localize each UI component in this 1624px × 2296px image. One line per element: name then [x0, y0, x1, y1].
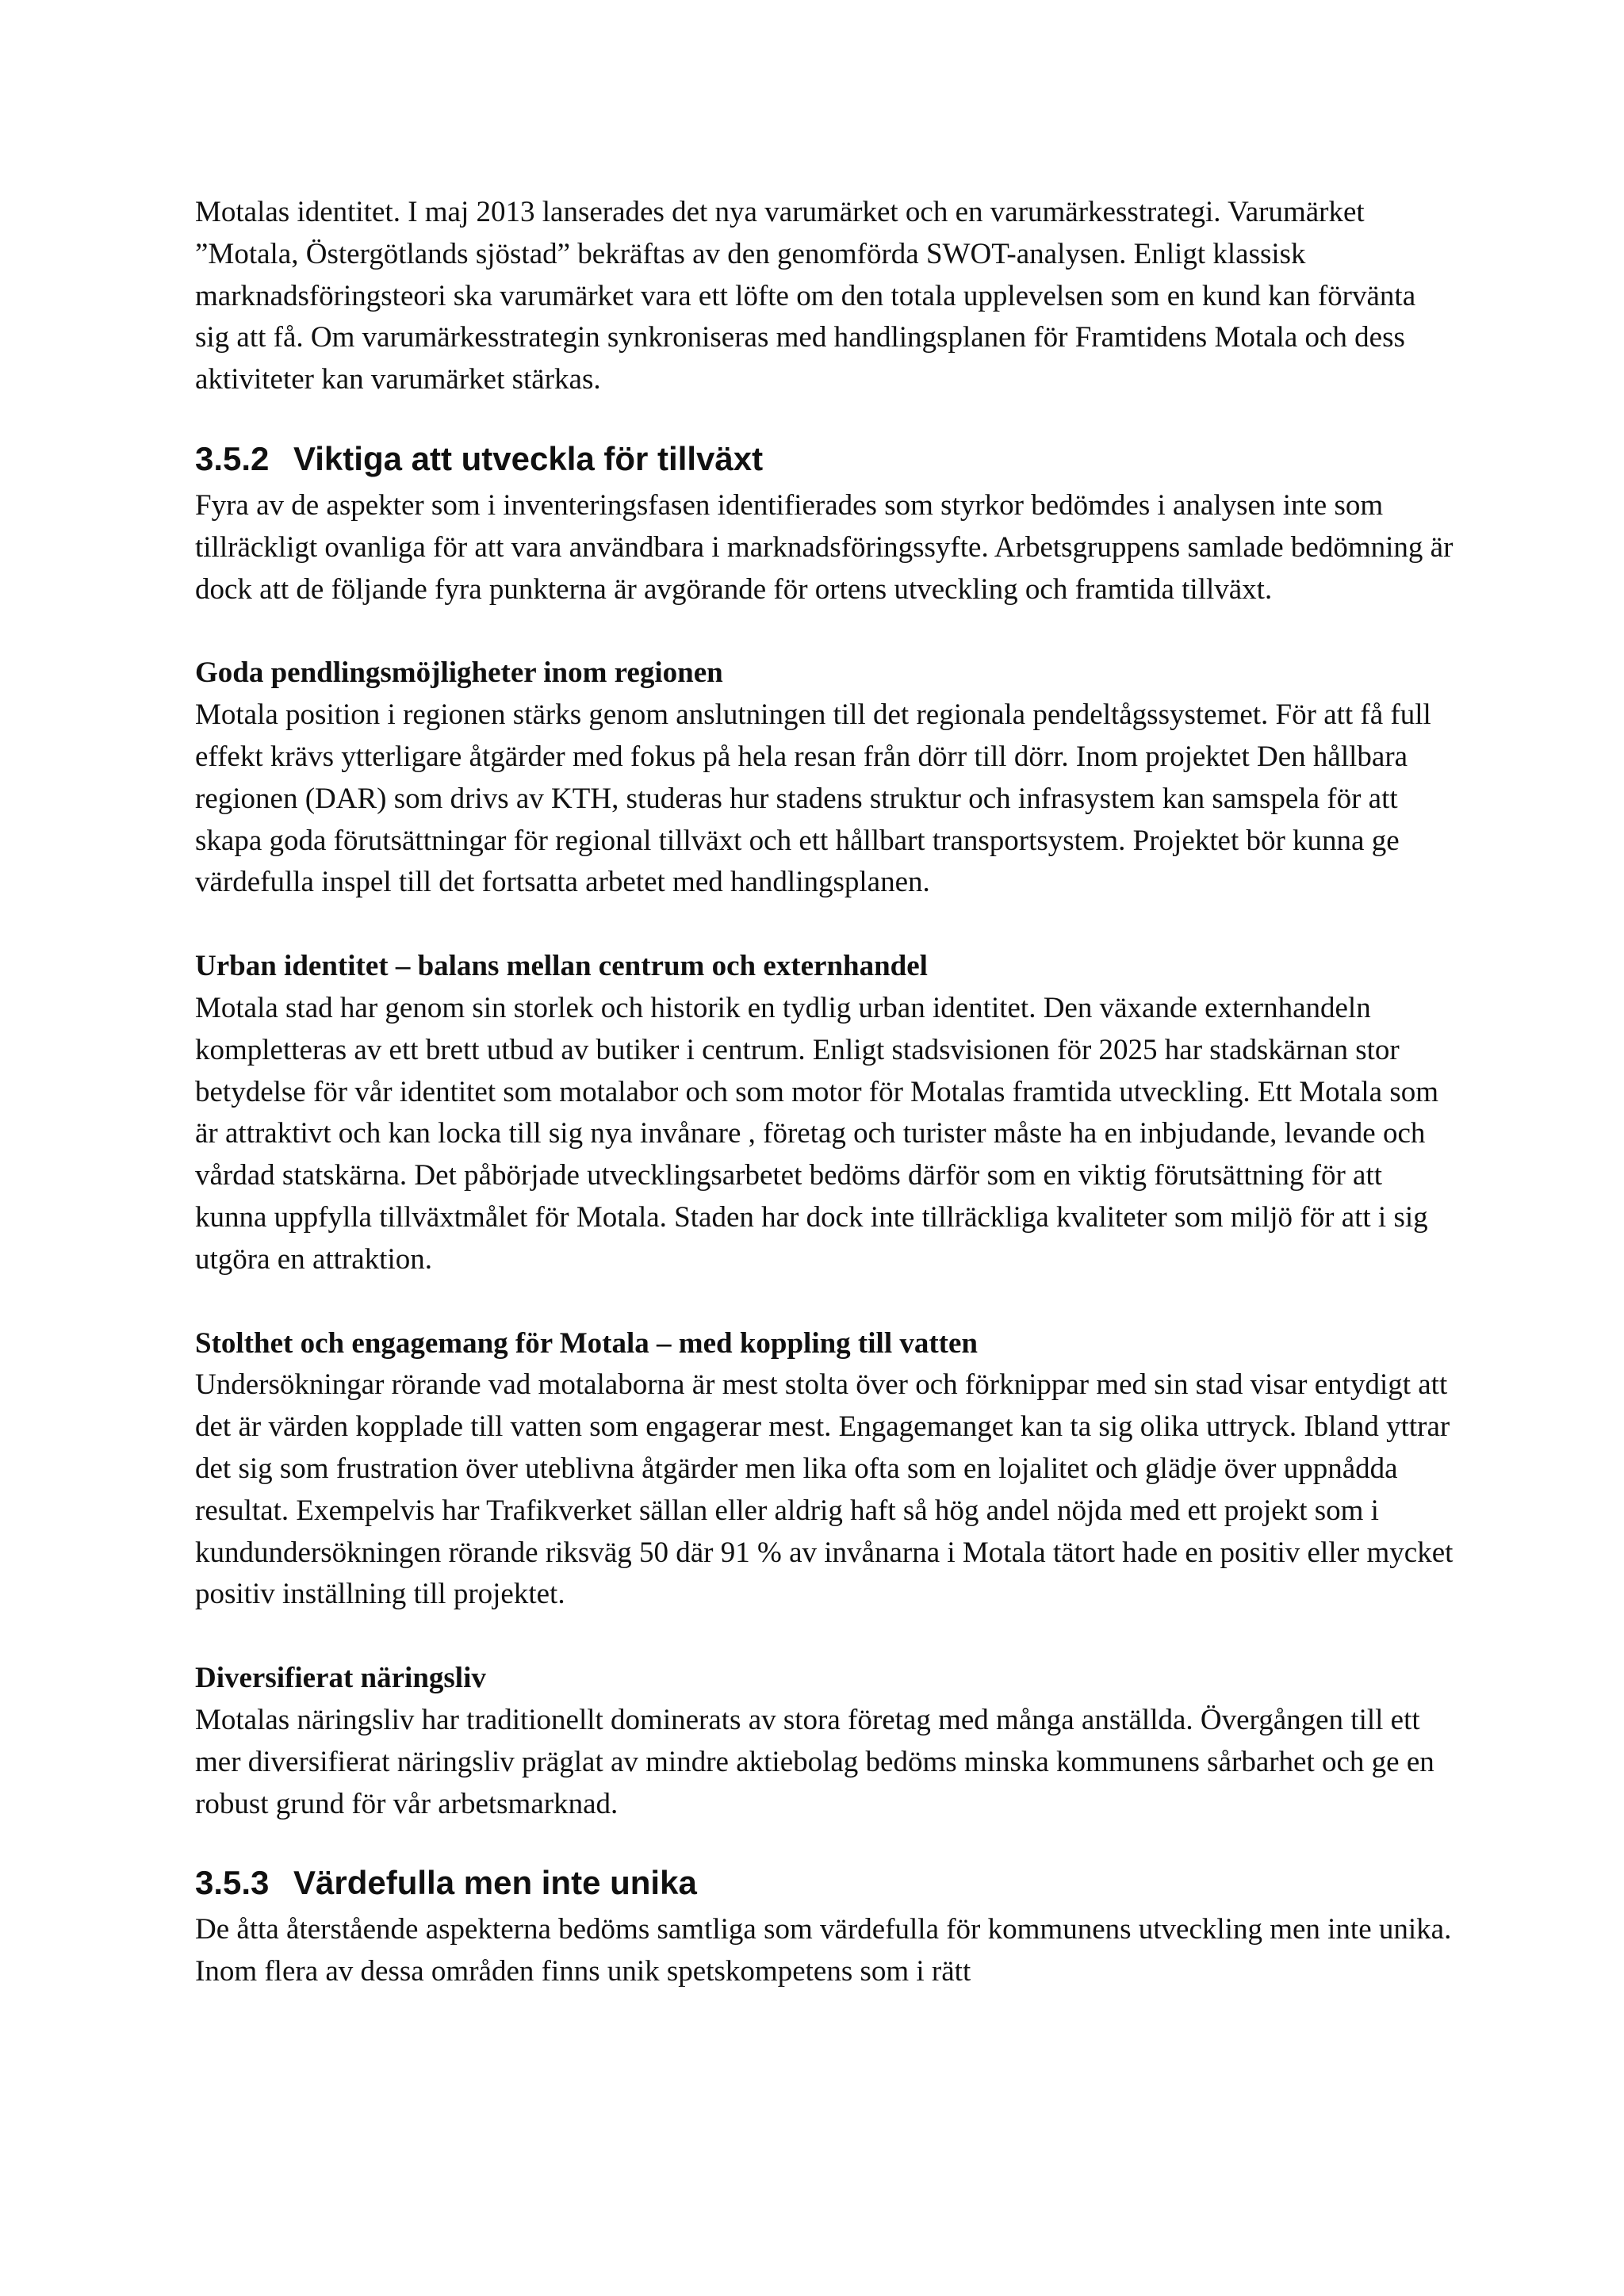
subsection-heading: Urban identitet – balans mellan centrum och externhandel — [195, 950, 928, 983]
section-heading-3-5-3 — [195, 1859, 1454, 1907]
section-intro-paragraph: Fyra av de aspekter som i inventeringsfasen identifierades som styrkor bedömdes i analysen inte som tillräckligt ovanliga för att vara användbara i marknadsföringssyfte. Arbetsgruppens samlade bedömning är dock att de följande fyra punkterna är avgörande för ortens utveckling och framtida tillväxt. — [195, 488, 1454, 606]
subsection-pride-water — [195, 1323, 1454, 1617]
subsection-urban-identity — [195, 946, 1454, 1280]
section-number: 3.5.3 — [195, 1864, 270, 1902]
subsection-heading: Diversifierat näringsliv — [195, 1662, 486, 1695]
subsection-diversified-business — [195, 1658, 1454, 1825]
section-paragraph: De åtta återstående aspekterna bedöms samtliga som värdefulla för kommunens utveckling men inte unika. Inom flera av dessa områden finns unik spetskompetens som i rätt — [195, 1913, 1452, 1988]
subsection-paragraph: Motala stad har genom sin storlek och historik en tydlig urban identitet. Den växande externhandeln kompletteras av ett brett utbud av butiker i centrum. Enligt stadsvisionen för 2025 har stadskärnan stor betydelse för vår identitet som motalabor och som motor för Motalas framtida utveckling. Ett Motala som är attraktivt och kan locka till sig nya invånare , företag och turister måste ha en inbjudande, levande och vårdad statskärna. Det påbörjade utvecklingsarbetet bedöms därför som en viktig förutsättning för att kunna uppfylla tillväxtmålet för Motala. Staden har dock inte tillräckliga kvaliteter som miljö för att i sig utgöra en attraktion. — [195, 991, 1439, 1276]
subsection-paragraph: Motalas näringsliv har traditionellt dominerats av stora företag med många anställda. Övergången till ett mer diversifierat näringsliv präglat av mindre aktiebolag bedöms minska kommunens sårbarhet och ge en robust grund för vår arbetsmarknad. — [195, 1703, 1434, 1820]
subsection-heading: Goda pendlingsmöjligheter inom regionen — [195, 656, 723, 690]
section-heading-3-5-2 — [195, 435, 1454, 483]
section-title: Viktiga att utveckla för tillväxt — [293, 439, 764, 477]
subsection-paragraph: Undersökningar rörande vad motalaborna är mest stolta över och förknippar med sin stad visar entydigt att det är värden kopplade till vatten som engagerar mest. Engagemanget kan ta sig olika uttryck. Ibland yttrar det sig som frustration över uteblivna åtgärder men lika ofta som en lojalitet och glädje över uppnådda resultat. Exempelvis har Trafikverket sällan eller aldrig haft så hög andel nöjda med ett projekt som i kundundersökningen rörande riksväg 50 där 91 % av invånarna i Motala tätort hade en positiv eller mycket positiv inställning till projektet. — [195, 1368, 1454, 1611]
subsection-commuting — [195, 652, 1454, 904]
section-title: Värdefulla men inte unika — [293, 1864, 697, 1902]
section-number: 3.5.2 — [195, 439, 270, 477]
subsection-paragraph: Motala position i regionen stärks genom anslutningen till det regionala pendeltågssystemet. För att få full effekt krävs ytterligare åtgärder med fokus på hela resan från dörr till dörr. Inom projektet Den hållbara regionen (DAR) som drivs av KTH, studeras hur stadens struktur och infrasystem kan samspela för att skapa goda förutsättningar för regional tillväxt och ett hållbart transportsystem. Projektet bör kunna ge värdefulla inspel till det fortsatta arbetet med handlingsplanen. — [195, 698, 1431, 899]
intro-paragraph: Motalas identitet. I maj 2013 lanserades det nya varumärket och en varumärkesstrategi. Varumärket ”Motala, Östergötlands sjöstad” bekräftas av den genomförda SWOT-analysen. Enligt klassisk marknadsföringsteori ska varumärket vara ett löfte om den totala upplevelsen som en kund kan förvänta sig att få. Om varumärkesstrategin synkroniseras med handlingsplanen för Framtidens Motala och dess aktiviteter kan varumärket stärkas. — [195, 196, 1416, 396]
subsection-heading: Stolthet och engagemang för Motala – med koppling till vatten — [195, 1326, 978, 1360]
